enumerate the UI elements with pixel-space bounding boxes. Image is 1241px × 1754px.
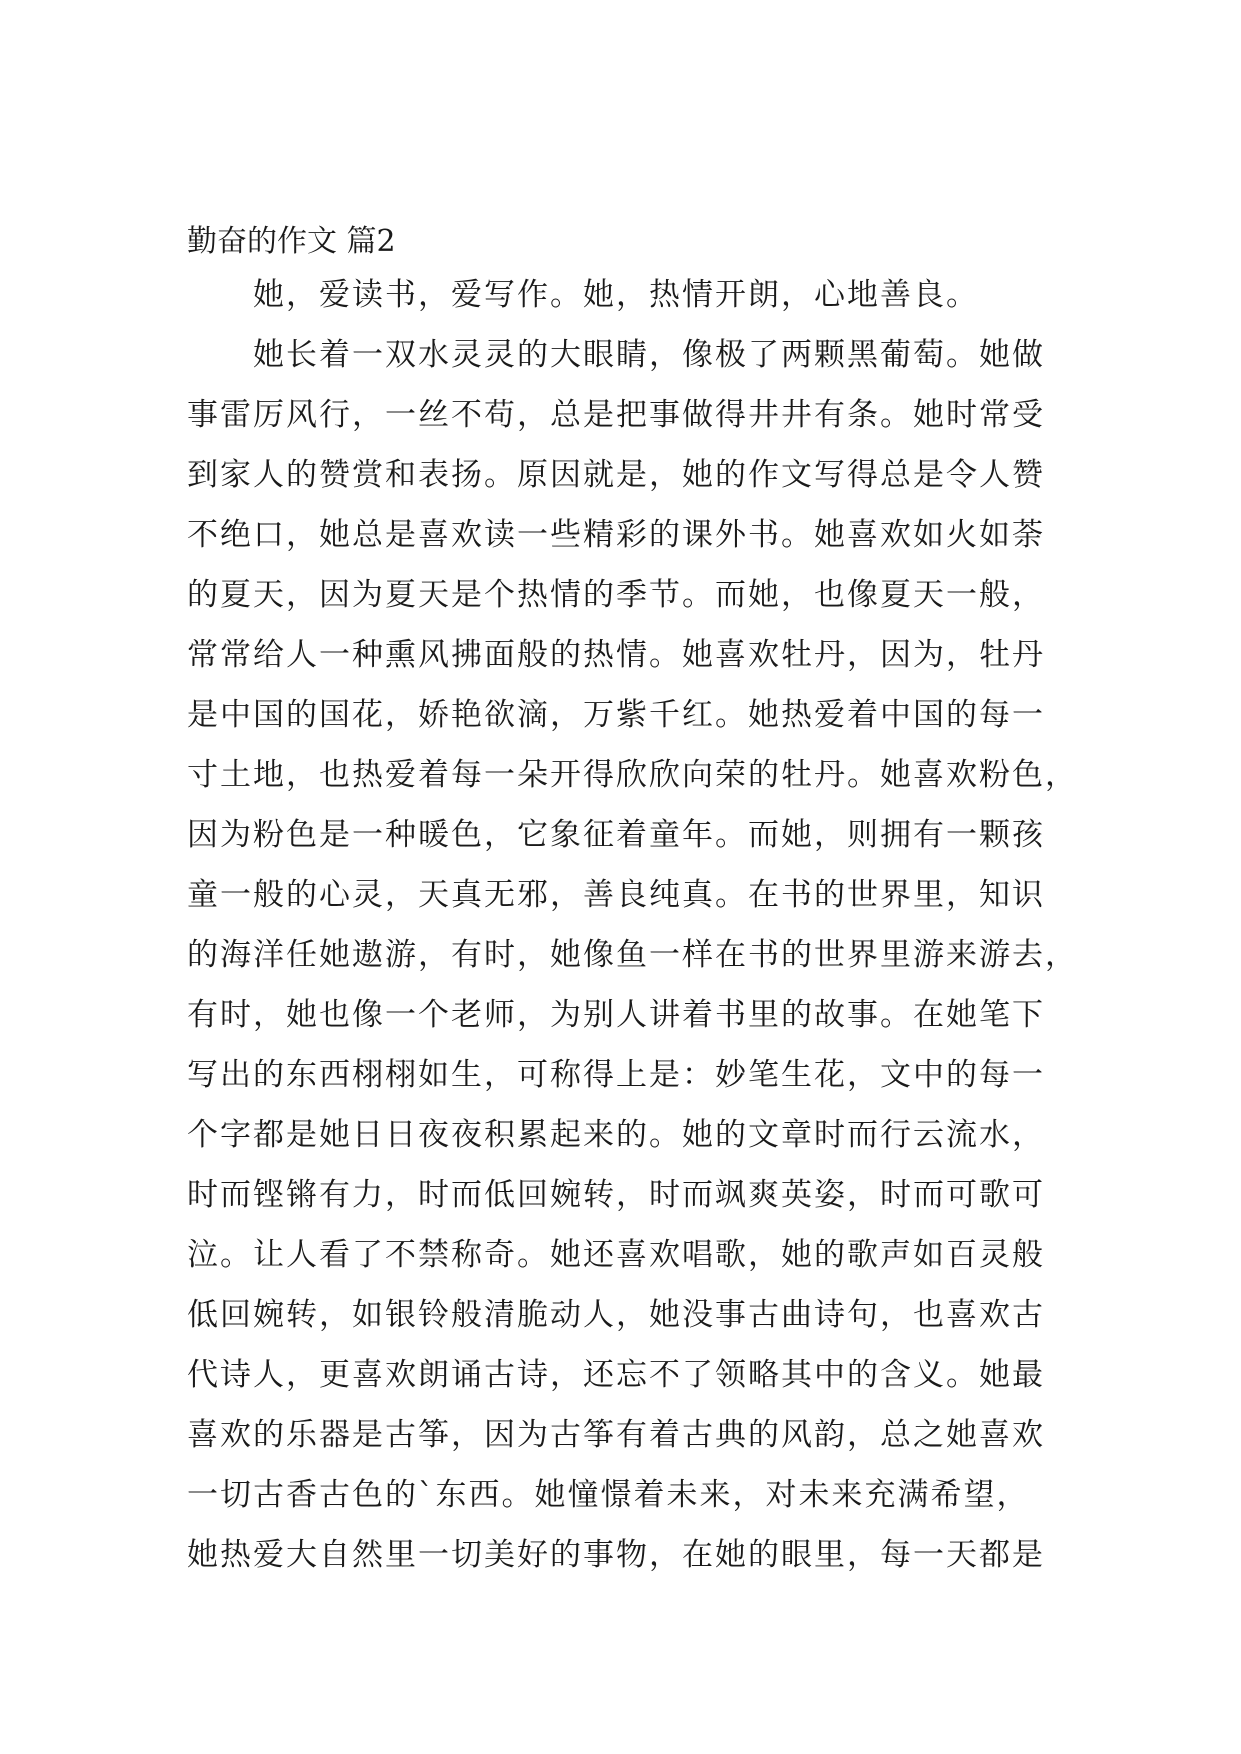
- paragraph-line: 有时，她也像一个老师，为别人讲着书里的故事。在她笔下: [187, 997, 1045, 1033]
- paragraph-line: 因为粉色是一种暖色，它象征着童年。而她，则拥有一颗孩: [187, 817, 1045, 853]
- paragraph-line: 她长着一双水灵灵的大眼睛，像极了两颗黑葡萄。她做: [253, 337, 1045, 373]
- paragraph-line: 泣。让人看了不禁称奇。她还喜欢唱歌，她的歌声如百灵般: [187, 1237, 1045, 1273]
- paragraph-line: 的海洋任她遨游，有时，她像鱼一样在书的世界里游来游去，: [187, 937, 1078, 973]
- document-title: 勤奋的作文 篇2: [187, 224, 396, 259]
- paragraph-line: 不绝口，她总是喜欢读一些精彩的课外书。她喜欢如火如荼: [187, 517, 1045, 553]
- paragraph-line: 她，爱读书，爱写作。她，热情开朗，心地善良。: [253, 277, 979, 313]
- paragraph-line: 到家人的赞赏和表扬。原因就是，她的作文写得总是令人赞: [187, 457, 1045, 493]
- paragraph-line: 事雷厉风行，一丝不苟，总是把事做得井井有条。她时常受: [187, 397, 1045, 433]
- paragraph-line: 寸土地，也热爱着每一朵开得欣欣向荣的牡丹。她喜欢粉色，: [187, 757, 1078, 793]
- paragraph-line: 常常给人一种熏风拂面般的热情。她喜欢牡丹，因为，牡丹: [187, 637, 1045, 673]
- paragraph-line: 的夏天，因为夏天是个热情的季节。而她，也像夏天一般，: [187, 577, 1045, 613]
- paragraph-line: 一切古香古色的`东西。她憧憬着未来，对未来充满希望，: [187, 1477, 1030, 1513]
- paragraph-line: 个字都是她日日夜夜积累起来的。她的文章时而行云流水，: [187, 1117, 1045, 1153]
- paragraph-line: 代诗人，更喜欢朗诵古诗，还忘不了领略其中的含义。她最: [187, 1357, 1045, 1393]
- paragraph-line: 她热爱大自然里一切美好的事物，在她的眼里，每一天都是: [187, 1537, 1045, 1573]
- paragraph-line: 写出的东西栩栩如生，可称得上是：妙笔生花，文中的每一: [187, 1057, 1045, 1093]
- document-body: [187, 265, 1078, 1585]
- paragraph-line: 低回婉转，如银铃般清脆动人，她没事古曲诗句，也喜欢古: [187, 1297, 1045, 1333]
- paragraph-line: 是中国的国花，娇艳欲滴，万紫千红。她热爱着中国的每一: [187, 697, 1045, 733]
- paragraph-line: 喜欢的乐器是古筝，因为古筝有着古典的风韵，总之她喜欢: [187, 1417, 1045, 1453]
- paragraph-line: 时而铿锵有力，时而低回婉转，时而飒爽英姿，时而可歌可: [187, 1177, 1045, 1213]
- paragraph-line: 童一般的心灵，天真无邪，善良纯真。在书的世界里，知识: [187, 877, 1045, 913]
